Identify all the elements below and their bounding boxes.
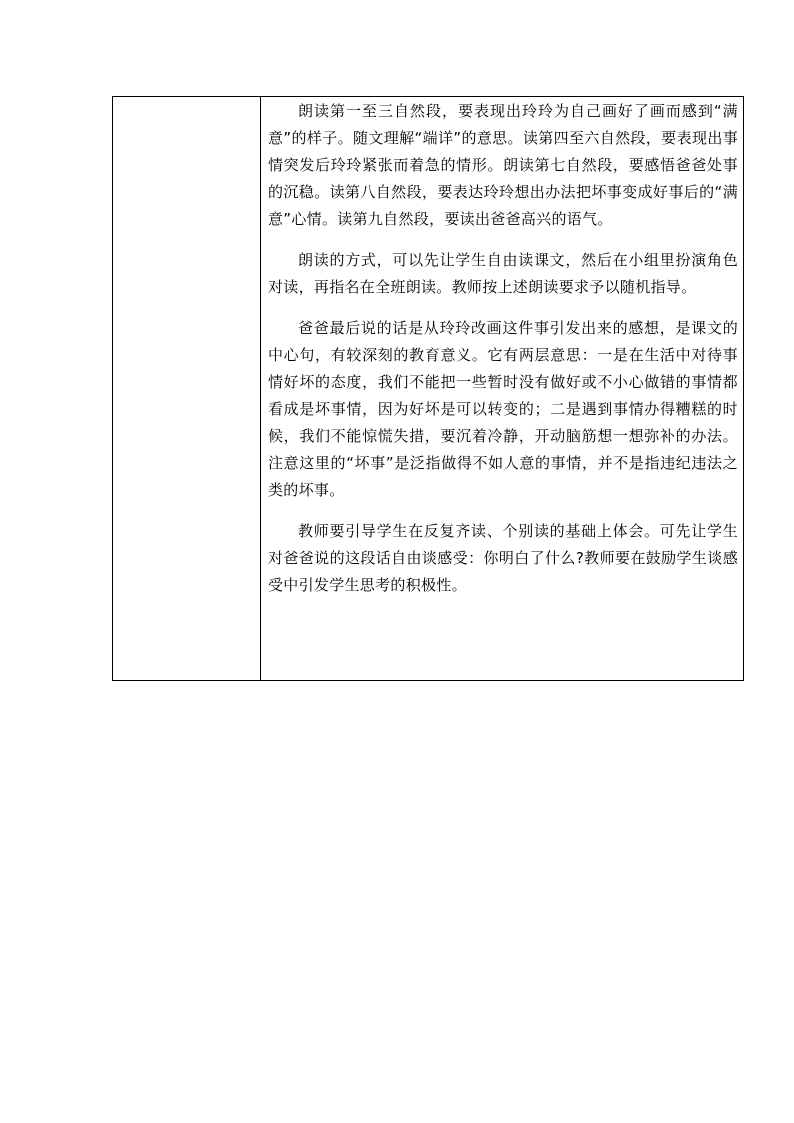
paragraph-teacher-guidance: 教师要引导学生在反复齐读、个别读的基础上体会。可先让学生对爸爸说的这段话自由谈感受：你明白了什么?教师要在鼓励学生谈感受中引发学生思考的积极性。	[268, 522, 738, 594]
paragraph-reading-guidance: 朗读第一至三自然段，要表现出玲玲为自己画好了画而感到“满意”的样子。随文理解“端详”的意思。读第四至六自然段，要表现出事情突发后玲玲紧张而着急的情形。朗读第七自然段，要感悟爸爸处事的沉稳。读第八自然段，要表达玲玲想出办法把坏事变成好事后的“满意”心情。读第九自然段，要读出爸爸高兴的语气。	[268, 102, 738, 228]
table-left-cell	[113, 97, 261, 680]
paragraph-central-sentence: 爸爸最后说的话是从玲玲改画这件事引发出来的感想，是课文的中心句，有较深刻的教育意义。它有两层意思：一是在生活中对待事情好坏的态度，我们不能把一些暂时没有做好或不小心做错的事情都看成是坏事情，因为好坏是可以转变的；二是遇到事情办得糟糕的时候，我们不能惊慌失措，要沉着冷静，开动脑筋想一想弥补的办法。注意这里的“坏事”是泛指做得不如人意的事情，并不是指违纪违法之类的坏事。	[268, 319, 738, 499]
lesson-table	[112, 96, 744, 681]
table-right-cell	[261, 97, 743, 680]
paragraph-reading-method: 朗读的方式，可以先让学生自由读课文，然后在小组里扮演角色对读，再指名在全班朗读。教师按上述朗读要求予以随机指导。	[268, 251, 738, 296]
